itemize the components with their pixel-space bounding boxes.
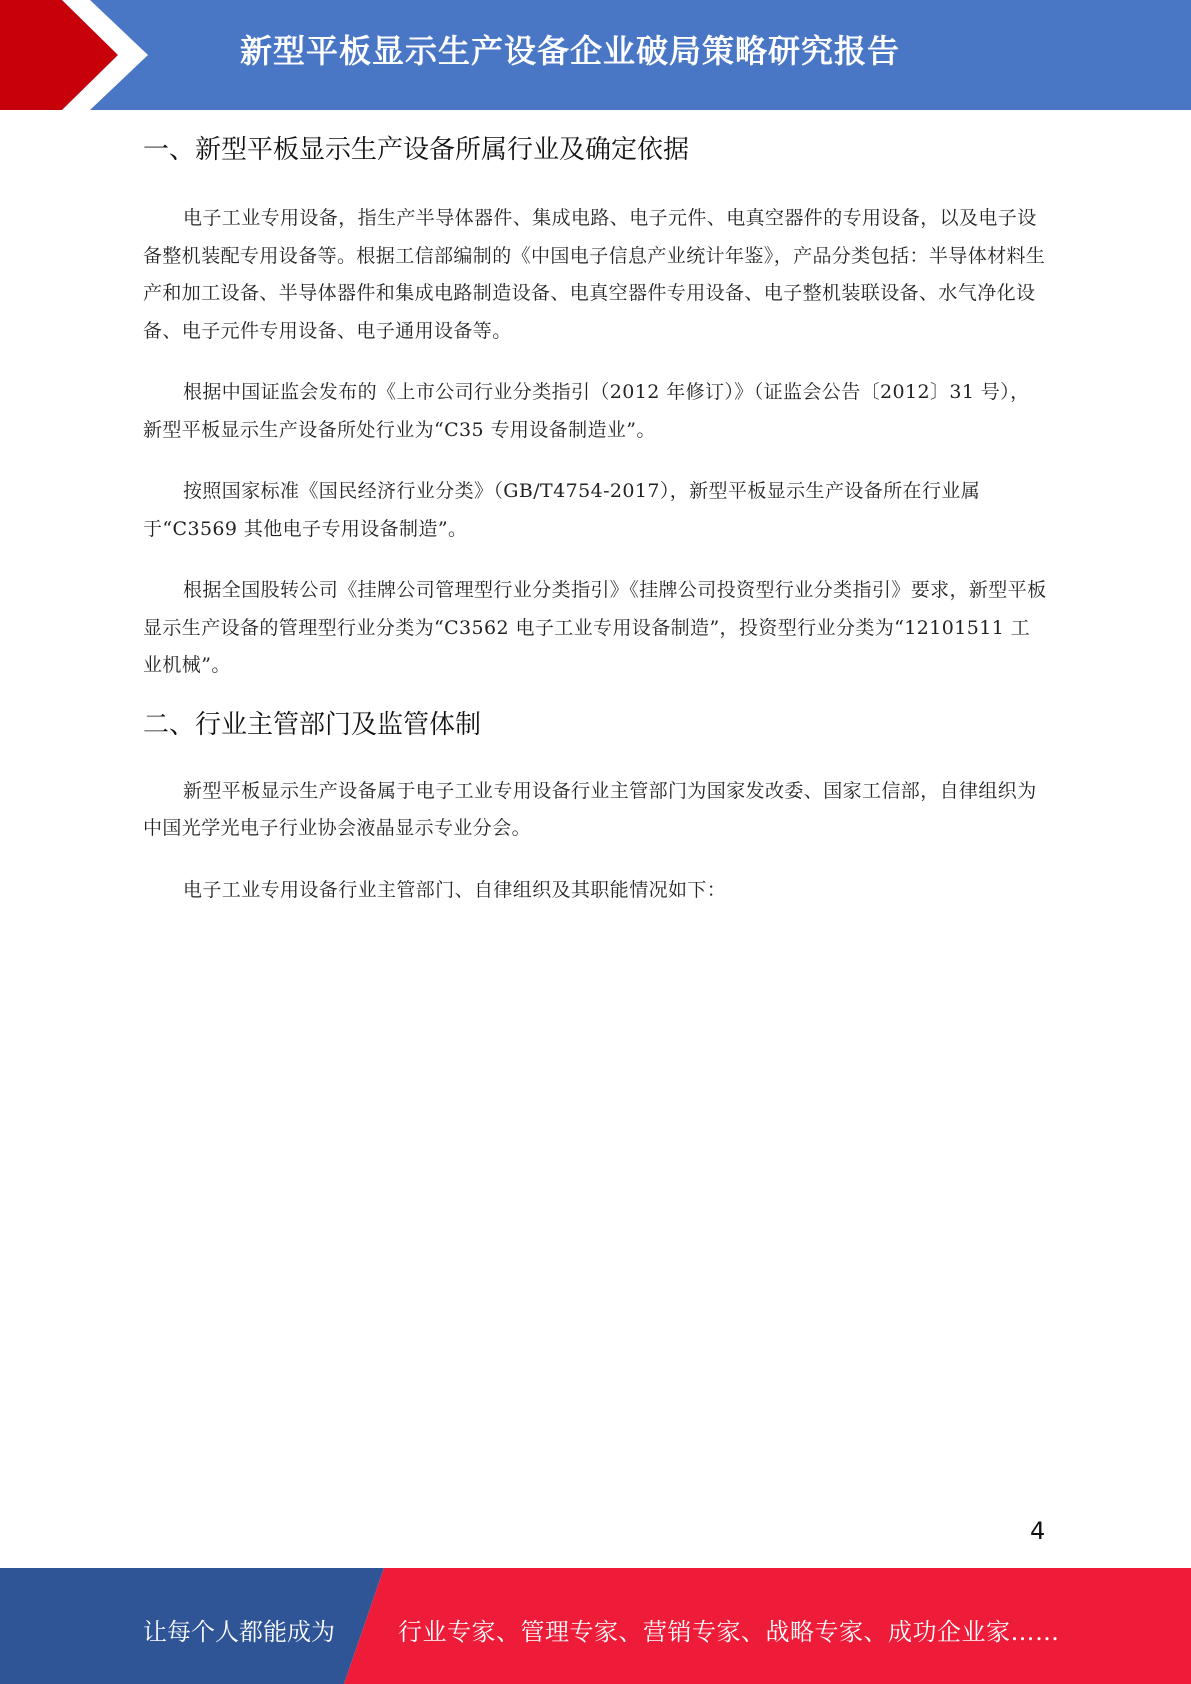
paragraph: 电子工业专用设备，指生产半导体器件、集成电路、电子元件、电真空器件的专用设备，以及电子设备整机装配专用设备等。根据工信部编制的《中国电子信息产业统计年鉴》，产品分类包括：半导体材料生产和加工设备、半导体器件和集成电路制造设备、电真空器件专用设备、电子整机装联设备、水气净化设备、电子元件专用设备、电子通用设备等。 bbox=[143, 207, 1046, 342]
paragraph: 电子工业专用设备行业主管部门、自律组织及其职能情况如下： bbox=[183, 878, 727, 901]
footer-slogan-right: 行业专家、管理专家、营销专家、战略专家、成功企业家…… bbox=[398, 1618, 1060, 1646]
page-number: 4 bbox=[1030, 1517, 1046, 1545]
footer-slogan-left: 让每个人都能成为 bbox=[143, 1618, 335, 1646]
page-header bbox=[0, 0, 1191, 110]
section-heading-1: 一、新型平板显示生产设备所属行业及确定依据 bbox=[143, 135, 690, 165]
paragraph: 根据全国股转公司《挂牌公司管理型行业分类指引》《挂牌公司投资型行业分类指引》要求，新型平板显示生产设备的管理型行业分类为“C3562 电子工业专用设备制造”，投资型行业分类为“12101511 工业机械”。 bbox=[143, 579, 1047, 676]
paragraph: 新型平板显示生产设备属于电子工业专用设备行业主管部门为国家发改委、国家工信部，自律组织为中国光学光电子行业协会液晶显示专业分会。 bbox=[143, 779, 1037, 839]
report-title: 新型平板显示生产设备企业破局策略研究报告 bbox=[240, 32, 901, 70]
paragraph: 根据中国证监会发布的《上市公司行业分类指引（2012 年修订）》（证监会公告〔2012〕31 号），新型平板显示生产设备所处行业为“C35 专用设备制造业”。 bbox=[143, 381, 1030, 441]
section-heading-2: 二、行业主管部门及监管体制 bbox=[143, 709, 482, 740]
page-content bbox=[143, 130, 1048, 909]
paragraph: 按照国家标准《国民经济行业分类》（GB/T4754-2017），新型平板显示生产设备所在行业属于“C3569 其他电子专用设备制造”。 bbox=[143, 480, 981, 540]
page-footer bbox=[0, 1568, 1191, 1684]
